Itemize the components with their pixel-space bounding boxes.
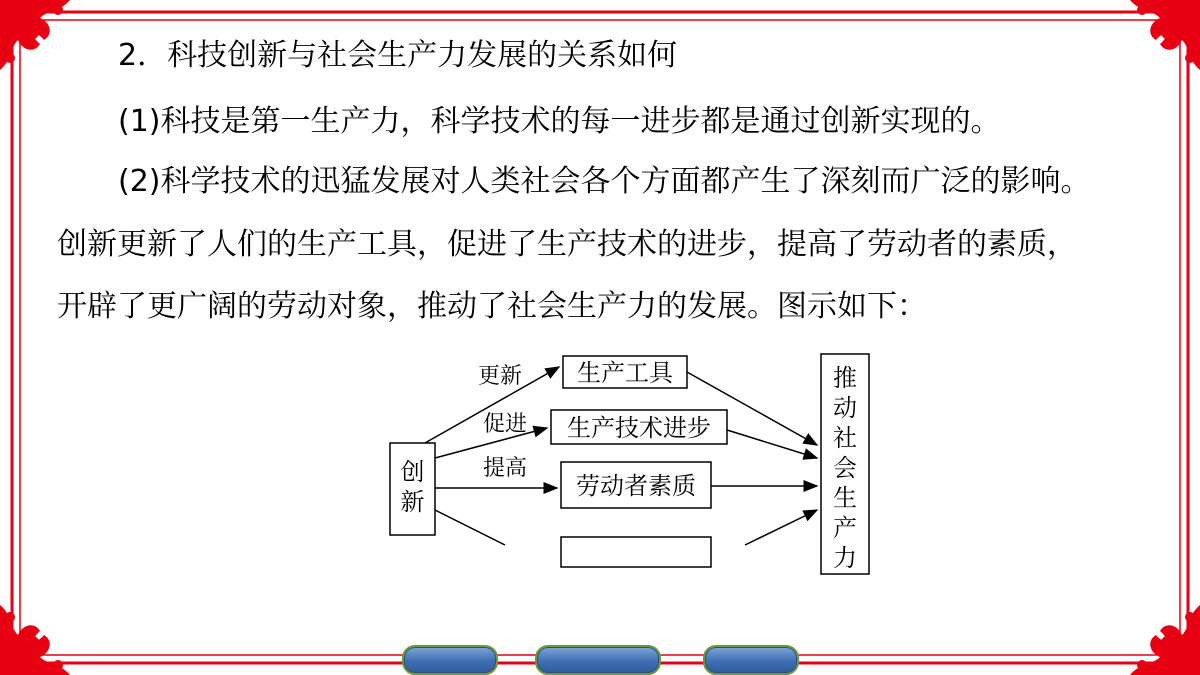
nav-prev-button[interactable] bbox=[402, 645, 498, 675]
middle-node-tech-label: 生产技术进步 bbox=[567, 414, 711, 442]
section-heading: 2．科技创新与社会生产力发展的关系如何 bbox=[118, 38, 678, 73]
nav-home-button[interactable] bbox=[535, 645, 661, 675]
flow-diagram bbox=[385, 350, 875, 572]
edge-label-promote: 促进 bbox=[482, 412, 528, 437]
middle-node-tools-label: 生产工具 bbox=[577, 359, 673, 387]
middle-node-labor-label: 劳动者素质 bbox=[576, 472, 696, 500]
paragraph-2-line-3: 开辟了更广阔的劳动对象，推动了社会生产力的发展。图示如下： bbox=[57, 289, 927, 324]
paragraph-2-line-2: 创新更新了人们的生产工具，促进了生产技术的进步，提高了劳动者的素质， bbox=[57, 227, 1077, 262]
nav-next-button[interactable] bbox=[703, 645, 799, 675]
paragraph-2-line-1: (2)科学技术的迅猛发展对人类社会各个方面都产生了深刻而广泛的影响。 bbox=[118, 164, 1091, 199]
middle-node-hidden bbox=[561, 537, 711, 567]
source-node-label: 创新 bbox=[400, 458, 425, 516]
paragraph-1: (1)科技是第一生产力，科学技术的每一进步都是通过创新实现的。 bbox=[118, 104, 1001, 139]
target-node-label: 推动社会生产力 bbox=[833, 364, 857, 572]
edge-label-improve: 提高 bbox=[482, 456, 528, 481]
edge-label-update: 更新 bbox=[477, 364, 523, 389]
